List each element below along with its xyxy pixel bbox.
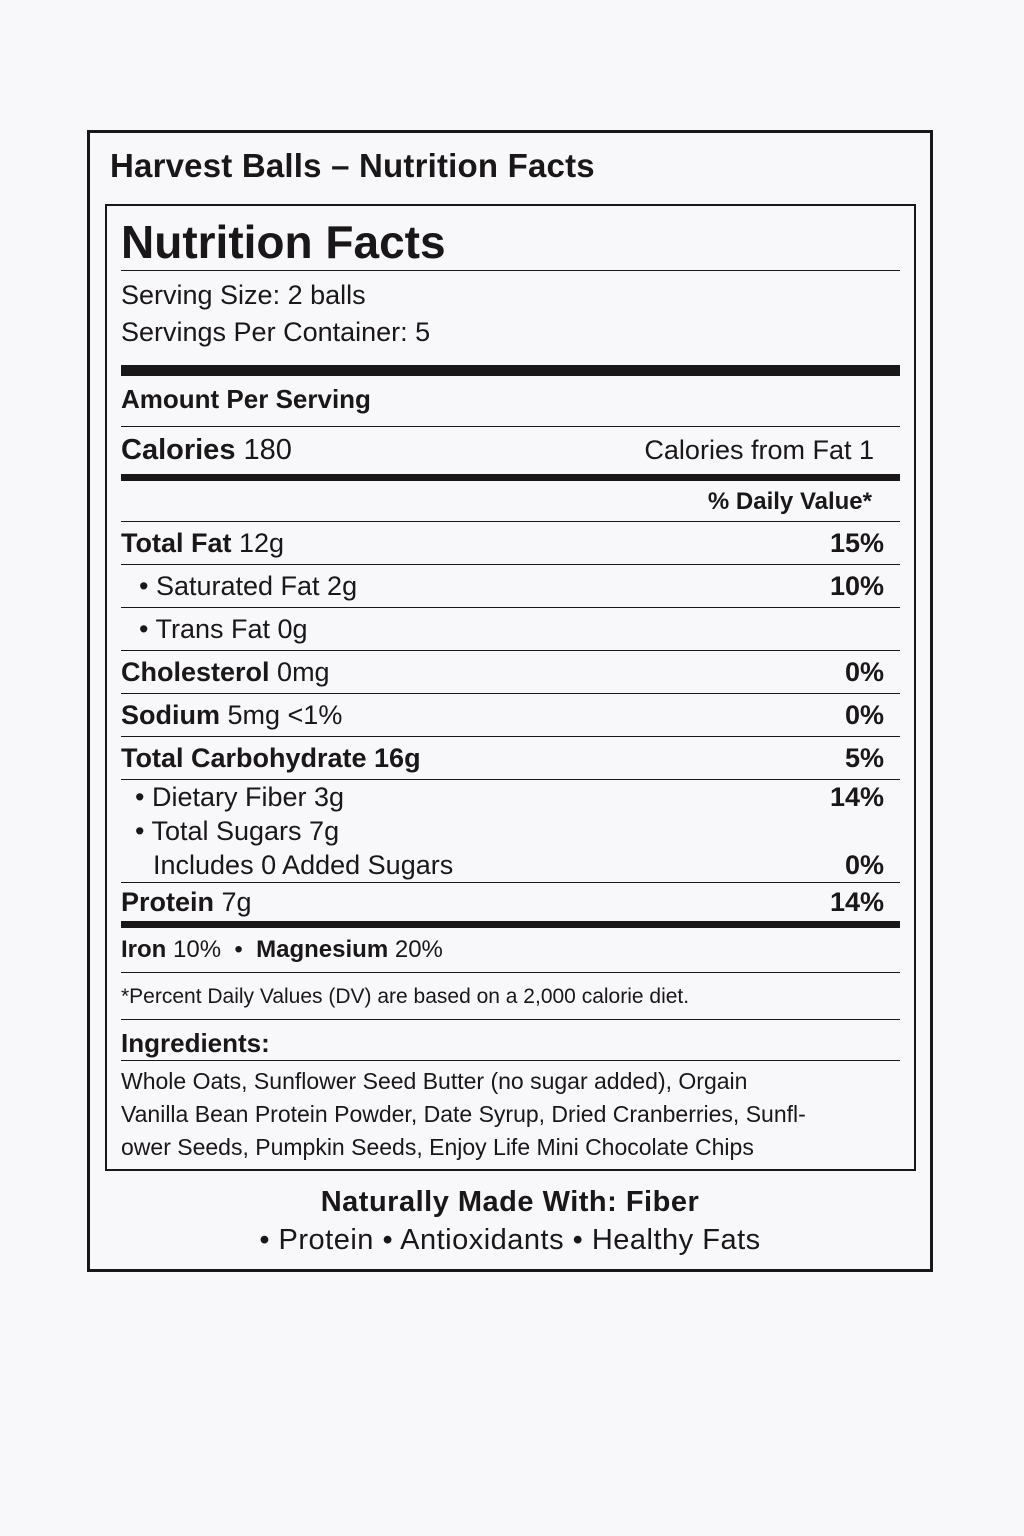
nutrient-label: • Saturated Fat 2g <box>139 571 358 601</box>
nutrient-row-trans-fat <box>121 608 900 650</box>
nutrient-row-total-sugars <box>121 814 900 848</box>
nutrition-facts-panel <box>105 204 916 1171</box>
naturally-made-with <box>90 1183 930 1259</box>
nutrient-name: Sodium <box>121 700 220 730</box>
iron-value: 10% <box>173 936 222 963</box>
nutrient-label <box>121 651 330 693</box>
nutrient-percent <box>884 814 900 848</box>
ingredients-line: ower Seeds, Pumpkin Seeds, Enjoy Life Mini Chocolate Chips <box>121 1134 754 1160</box>
label-outer-border <box>87 130 933 1272</box>
nutrient-label <box>121 883 252 921</box>
nutrient-percent: 14% <box>829 782 884 812</box>
ingredients-line: Vanilla Bean Protein Powder, Date Syrup, Dried Cranberries, Sunfl- <box>121 1101 806 1127</box>
nutrient-name: Total Fat <box>121 528 232 558</box>
ingredients-title: Ingredients: <box>121 1028 270 1058</box>
nutrient-row-dietary-fiber <box>121 780 900 814</box>
daily-value-header: % Daily Value* <box>707 488 872 515</box>
calories-label: Calories <box>121 434 236 466</box>
nutrient-row-sodium <box>121 694 900 736</box>
naturally-made-line-2: • Protein • Antioxidants • Healthy Fats <box>259 1224 761 1256</box>
serving-info <box>121 271 900 365</box>
nutrient-label: • Dietary Fiber 3g <box>135 782 345 812</box>
nutrient-row-added-sugars <box>121 848 900 882</box>
nutrient-label: Includes 0 Added Sugars <box>153 850 454 880</box>
nutrient-name: Cholesterol <box>121 657 270 687</box>
minerals-row <box>121 928 900 972</box>
ingredients-list <box>121 1061 891 1164</box>
nutrient-amount: 7g <box>221 887 252 917</box>
calories-from-fat: Calories from Fat 1 <box>644 435 874 465</box>
nutrient-row-saturated-fat <box>121 565 900 607</box>
amount-per-serving: Amount Per Serving <box>121 384 371 414</box>
nutrition-facts-content <box>121 206 900 1164</box>
magnesium-value: 20% <box>394 936 443 963</box>
nutrient-percent: 5% <box>844 743 884 773</box>
nutrient-percent: 14% <box>829 887 884 917</box>
nutrient-percent: 15% <box>829 528 884 558</box>
calories-value: 180 <box>243 434 292 466</box>
divider-thick <box>121 365 900 376</box>
ingredients-line: Whole Oats, Sunflower Seed Butter (no sugar added), Orgain <box>121 1068 748 1094</box>
mineral-separator: • <box>234 936 243 963</box>
servings-per-container: Servings Per Container: 5 <box>121 317 431 347</box>
daily-value-footnote: *Percent Daily Values (DV) are based on a 2,000 calorie diet. <box>121 985 690 1008</box>
nutrient-label: Total Carbohydrate 16g <box>121 743 421 773</box>
iron-label: Iron <box>121 936 167 963</box>
calories-row <box>121 427 900 474</box>
nutrient-label: • Trans Fat 0g <box>139 614 308 644</box>
nutrient-name: Protein <box>121 887 215 917</box>
nutrient-label: • Total Sugars 7g <box>135 816 340 846</box>
nutrient-row-total-carbohydrate <box>121 737 900 779</box>
magnesium-label: Magnesium <box>256 936 389 963</box>
nutrient-row-protein <box>121 883 900 921</box>
nutrient-label <box>121 694 342 736</box>
nutrient-amount: 5mg <1% <box>227 700 343 730</box>
divider-medium <box>121 474 900 481</box>
nutrient-amount: 0mg <box>277 657 330 687</box>
nutrient-percent: 0% <box>844 850 884 880</box>
label-title: Harvest Balls – Nutrition Facts <box>110 147 595 184</box>
nutrient-amount: 12g <box>239 528 285 558</box>
divider-medium <box>121 921 900 928</box>
naturally-made-line-1: Naturally Made With: Fiber <box>320 1186 700 1218</box>
calories <box>121 427 292 474</box>
nutrition-facts-heading: Nutrition Facts <box>121 216 446 268</box>
carbohydrate-subgroup <box>121 780 900 882</box>
nutrient-percent: 0% <box>844 700 884 730</box>
nutrient-row-total-fat <box>121 522 900 564</box>
nutrient-percent <box>884 608 900 650</box>
nutrient-percent: 0% <box>844 657 884 687</box>
nutrient-percent: 10% <box>829 571 884 601</box>
nutrient-label <box>121 522 284 564</box>
serving-size: Serving Size: 2 balls <box>121 280 366 310</box>
nutrient-row-cholesterol <box>121 651 900 693</box>
